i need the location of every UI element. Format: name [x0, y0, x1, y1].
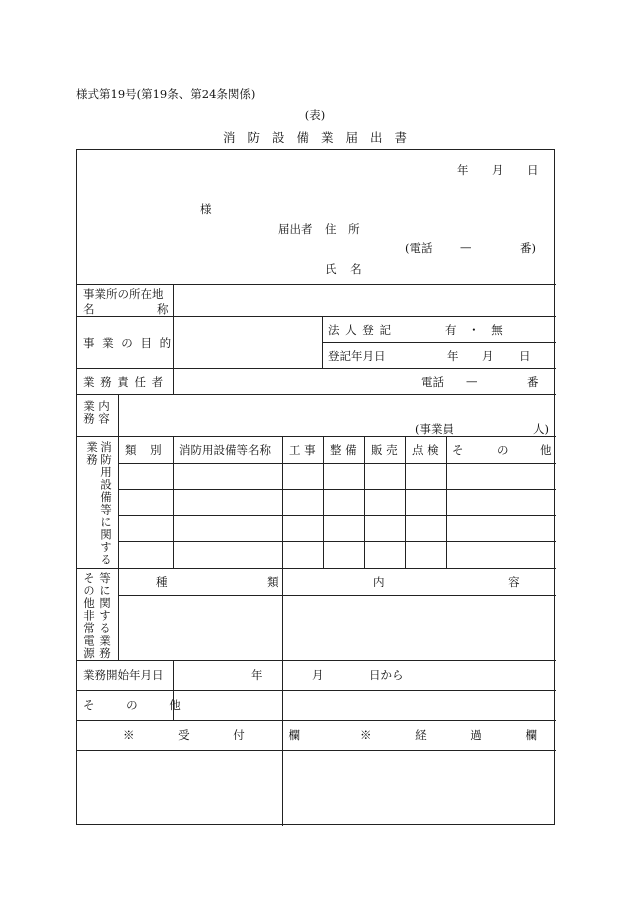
emergency-kind-header: 種 類	[156, 575, 327, 589]
row-divider	[118, 541, 556, 542]
form-number: 様式第19号(第19条、第24条関係)	[76, 87, 256, 101]
manager-label: 業 務 責 任 者	[83, 375, 165, 389]
start-month: 月	[312, 668, 324, 682]
start-year: 年	[251, 668, 263, 682]
office-name-label-1: 名	[83, 302, 95, 316]
corp-reg-options: 有 ・ 無	[445, 323, 507, 337]
row-divider	[118, 515, 556, 516]
reporter-label: 届出者	[278, 222, 313, 236]
column-divider	[364, 436, 365, 568]
reg-date-day: 日	[519, 349, 531, 363]
column-divider	[173, 436, 174, 568]
row-divider	[77, 316, 556, 317]
page-title: 消防設備業届出書	[222, 130, 419, 145]
column-divider	[446, 436, 447, 568]
row-divider	[118, 595, 556, 596]
header-other-2: の	[497, 443, 509, 457]
header-maintenance: 整 備	[330, 443, 357, 457]
row-divider	[322, 342, 556, 343]
reception-header: ※ 受 付 欄	[123, 728, 320, 742]
row-divider	[77, 368, 556, 369]
office-name-label-2: 称	[157, 302, 169, 316]
office-location-label: 事業所の所在地	[83, 287, 164, 301]
phone-open: (電話	[405, 241, 433, 255]
other-label: そ の 他	[83, 698, 195, 712]
manager-phone-ban: 番	[527, 375, 539, 389]
manager-phone-dash: —	[466, 374, 478, 388]
column-divider	[173, 284, 174, 394]
header-other-3: 他	[540, 443, 552, 457]
header-kind: 類 別	[125, 443, 167, 457]
header-construction: 工 事	[289, 443, 316, 457]
business-label-col1: 内容	[97, 400, 111, 425]
purpose-label: 事 業 の 目 的	[83, 336, 174, 350]
reg-date-year: 年	[447, 349, 459, 363]
start-from: 日から	[369, 668, 404, 682]
row-divider	[77, 436, 556, 437]
manager-phone-label: 電話	[421, 375, 444, 389]
date-day: 日	[527, 163, 539, 177]
side-label: (表)	[304, 108, 326, 122]
row-divider	[77, 660, 556, 661]
reg-date-label: 登記年月日	[328, 349, 386, 363]
start-date-label: 業務開始年月日	[83, 668, 164, 682]
date-month: 月	[492, 163, 504, 177]
phone-close: 番)	[520, 241, 536, 255]
corp-reg-label: 法 人 登 記	[328, 323, 392, 337]
column-divider	[282, 436, 283, 750]
column-divider	[322, 316, 323, 368]
row-divider	[77, 750, 556, 751]
notification-form	[76, 149, 580, 825]
name-label: 氏 名	[325, 262, 367, 276]
header-equipment-name: 消防用設備等名称	[179, 443, 271, 457]
header-other-1: そ	[452, 443, 464, 457]
column-divider	[405, 436, 406, 568]
phone-dash: —	[460, 240, 472, 254]
row-divider	[77, 720, 556, 721]
row-divider	[77, 284, 556, 285]
header-inspection: 点 検	[412, 443, 439, 457]
emergency-side-label-col1: その他非常電源	[82, 572, 96, 660]
addressee-suffix: 様	[200, 202, 212, 216]
equipment-side-label: 消防用設備等に関する業務	[85, 441, 113, 566]
row-divider	[77, 394, 556, 395]
column-divider	[323, 436, 324, 568]
reg-date-month: 月	[482, 349, 494, 363]
emergency-content-header: 内 容	[373, 575, 580, 589]
address-label: 住 所	[325, 222, 364, 236]
emergency-side-label-col2: 等に関する業務	[98, 572, 112, 660]
employees-open: (事業員	[415, 422, 454, 436]
row-divider	[77, 690, 556, 691]
progress-header: ※ 経 過 欄	[360, 728, 557, 742]
date-year: 年	[457, 163, 469, 177]
employees-close: 人)	[533, 422, 549, 436]
row-divider	[118, 463, 556, 464]
header-sales: 販 売	[371, 443, 398, 457]
row-divider	[77, 568, 556, 569]
business-label-col2: 業務	[82, 400, 96, 425]
row-divider	[118, 489, 556, 490]
column-divider	[282, 750, 283, 826]
column-divider	[118, 394, 119, 660]
